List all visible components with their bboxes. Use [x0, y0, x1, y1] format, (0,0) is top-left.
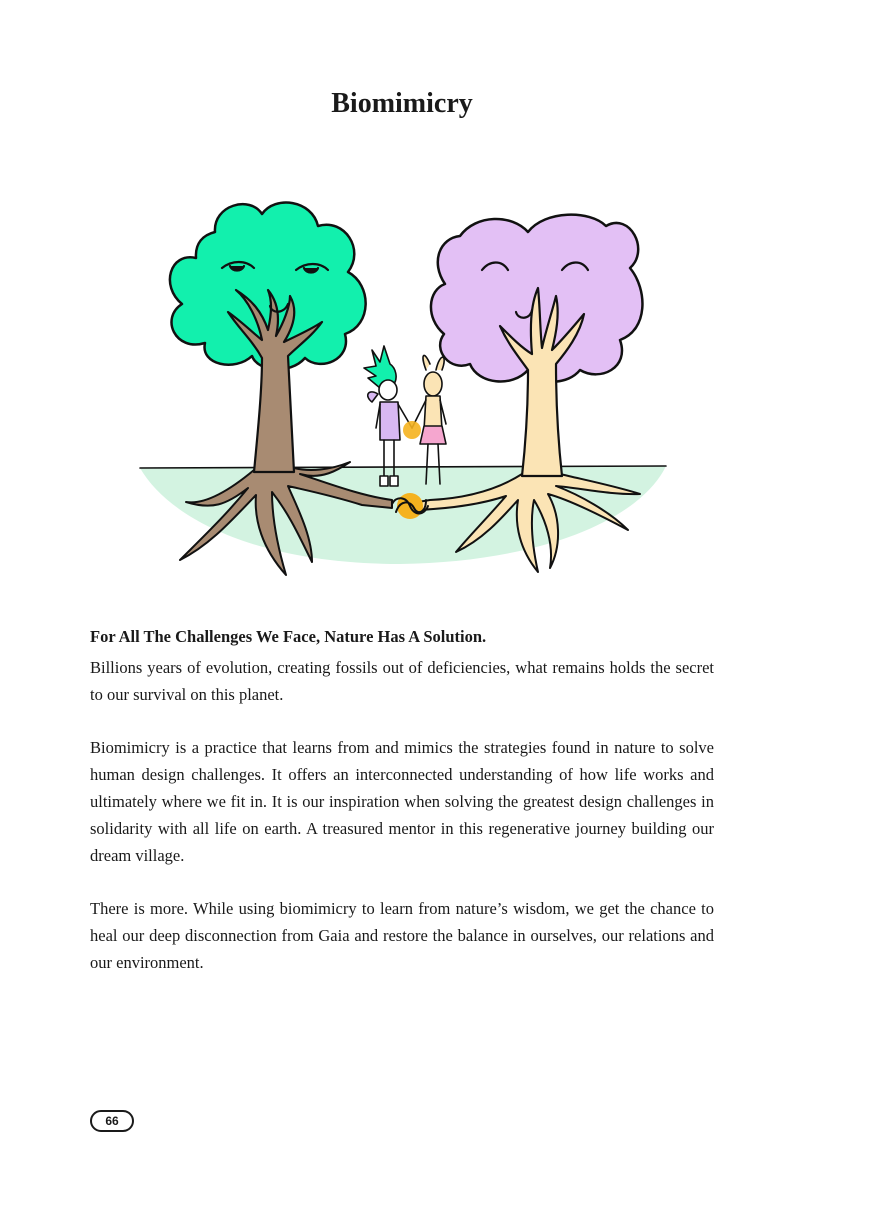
- sprite-head: [379, 380, 397, 400]
- paragraph-intro: Billions years of evolution, creating fossils out of deficiencies, what remains holds the secret to our survival on this planet.: [90, 658, 714, 704]
- section-heading: For All The Challenges We Face, Nature Has A Solution.: [90, 627, 487, 646]
- held-hands-glow: [403, 421, 421, 439]
- rabbit-character: [412, 355, 446, 484]
- page-title: Biomimicry: [331, 88, 473, 119]
- rabbit-skirt: [420, 426, 446, 444]
- rabbit-head: [424, 372, 442, 396]
- biomimicry-illustration: [130, 190, 670, 580]
- rabbit-body: [424, 396, 442, 430]
- article-body: [90, 624, 714, 1002]
- sprite-character: [364, 346, 412, 486]
- paragraph-conclusion: There is more. While using biomimicry to learn from nature’s wisdom, we get the chance to heal our deep disconnection from Gaia and restore the balance in ourselves, our relations and our environment.: [90, 899, 714, 972]
- page-number-badge: 66: [90, 1110, 134, 1132]
- paragraph-definition: Biomimicry is a practice that learns from and mimics the strategies found in nature to solve human design challenges. It offers an interconnected understanding of how life works and ultimately where we fit in. It is our inspiration when solving the greatest design challenges in solidarity with all life on earth. A treasured mentor in this regenerative journey building our dream village.: [90, 738, 714, 865]
- rabbit-ears: [423, 355, 444, 370]
- sprite-wing: [368, 392, 378, 402]
- sprite-body: [380, 402, 400, 440]
